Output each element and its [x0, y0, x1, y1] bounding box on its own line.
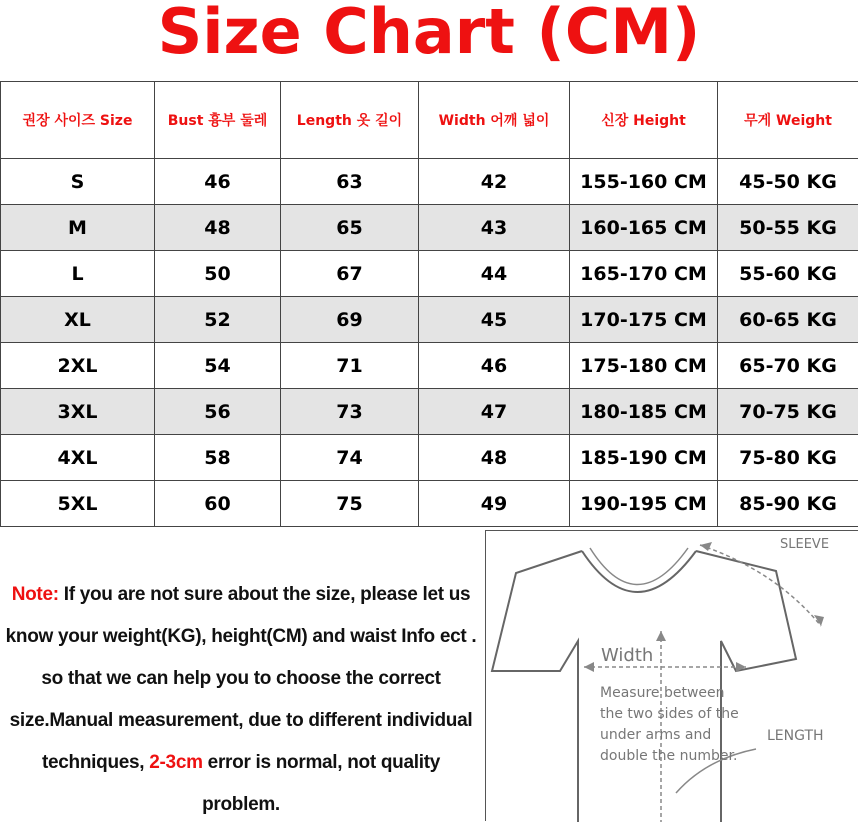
- cell-bust: 60: [155, 481, 281, 527]
- note-panel: [0, 530, 480, 821]
- table-row: [1, 343, 858, 389]
- header-width: Width 어깨 넓이: [419, 82, 570, 159]
- cell-width: 48: [419, 435, 570, 481]
- header-height: 신장 Height: [570, 82, 718, 159]
- cell-height: 180-185 CM: [570, 389, 718, 435]
- cell-size: 2XL: [1, 343, 155, 389]
- cell-weight: 45-50 KG: [718, 159, 858, 205]
- note-body-2: error is normal, not quality problem.: [202, 752, 440, 815]
- cell-height: 160-165 CM: [570, 205, 718, 251]
- note-body-1: If you are not sure about the size, please let us know your weight(KG), height(CM) and waist Info ect . so that we can help you to choose the correct size.Manual measurement, due to different individual techniques,: [6, 584, 477, 773]
- cell-bust: 50: [155, 251, 281, 297]
- table-row: [1, 297, 858, 343]
- cell-length: 73: [281, 389, 419, 435]
- measurement-diagram: [485, 530, 858, 821]
- cell-width: 46: [419, 343, 570, 389]
- cell-width: 49: [419, 481, 570, 527]
- cell-bust: 52: [155, 297, 281, 343]
- cell-weight: 60-65 KG: [718, 297, 858, 343]
- cell-height: 165-170 CM: [570, 251, 718, 297]
- cell-bust: 58: [155, 435, 281, 481]
- cell-bust: 56: [155, 389, 281, 435]
- length-label: LENGTH: [767, 728, 824, 744]
- cell-weight: 75-80 KG: [718, 435, 858, 481]
- note-text: [2, 574, 480, 826]
- header-weight: 무게 Weight: [718, 82, 858, 159]
- note-label: Note:: [12, 584, 59, 605]
- cell-length: 71: [281, 343, 419, 389]
- cell-width: 42: [419, 159, 570, 205]
- measure-instructions: Measure between the two sides of the under arms and double the number.: [600, 683, 750, 767]
- note-error-range: 2-3cm: [149, 752, 202, 773]
- table-row: [1, 159, 858, 205]
- sleeve-label: SLEEVE: [780, 537, 829, 552]
- cell-weight: 65-70 KG: [718, 343, 858, 389]
- width-label: Width: [601, 645, 653, 666]
- cell-width: 47: [419, 389, 570, 435]
- table-header-row: [1, 82, 858, 159]
- table-row: [1, 435, 858, 481]
- header-size: 권장 사이즈 Size: [1, 82, 155, 159]
- cell-height: 155-160 CM: [570, 159, 718, 205]
- header-length: Length 옷 길이: [281, 82, 419, 159]
- size-table: [0, 81, 858, 527]
- cell-width: 44: [419, 251, 570, 297]
- cell-size: 3XL: [1, 389, 155, 435]
- table-row: [1, 251, 858, 297]
- cell-bust: 48: [155, 205, 281, 251]
- cell-weight: 70-75 KG: [718, 389, 858, 435]
- cell-size: 5XL: [1, 481, 155, 527]
- cell-weight: 55-60 KG: [718, 251, 858, 297]
- cell-size: XL: [1, 297, 155, 343]
- cell-length: 74: [281, 435, 419, 481]
- cell-size: 4XL: [1, 435, 155, 481]
- cell-length: 69: [281, 297, 419, 343]
- cell-length: 63: [281, 159, 419, 205]
- cell-weight: 50-55 KG: [718, 205, 858, 251]
- cell-size: S: [1, 159, 155, 205]
- page-title: Size Chart (CM): [0, 0, 858, 80]
- cell-length: 67: [281, 251, 419, 297]
- cell-height: 185-190 CM: [570, 435, 718, 481]
- cell-size: M: [1, 205, 155, 251]
- cell-length: 65: [281, 205, 419, 251]
- cell-height: 175-180 CM: [570, 343, 718, 389]
- cell-weight: 85-90 KG: [718, 481, 858, 527]
- table-row: [1, 389, 858, 435]
- table-row: [1, 205, 858, 251]
- cell-size: L: [1, 251, 155, 297]
- table-row: [1, 481, 858, 527]
- cell-height: 170-175 CM: [570, 297, 718, 343]
- cell-bust: 54: [155, 343, 281, 389]
- cell-width: 43: [419, 205, 570, 251]
- header-bust: Bust 흉부 둘레: [155, 82, 281, 159]
- cell-width: 45: [419, 297, 570, 343]
- tshirt-diagram-icon: [486, 531, 858, 822]
- cell-height: 190-195 CM: [570, 481, 718, 527]
- cell-bust: 46: [155, 159, 281, 205]
- cell-length: 75: [281, 481, 419, 527]
